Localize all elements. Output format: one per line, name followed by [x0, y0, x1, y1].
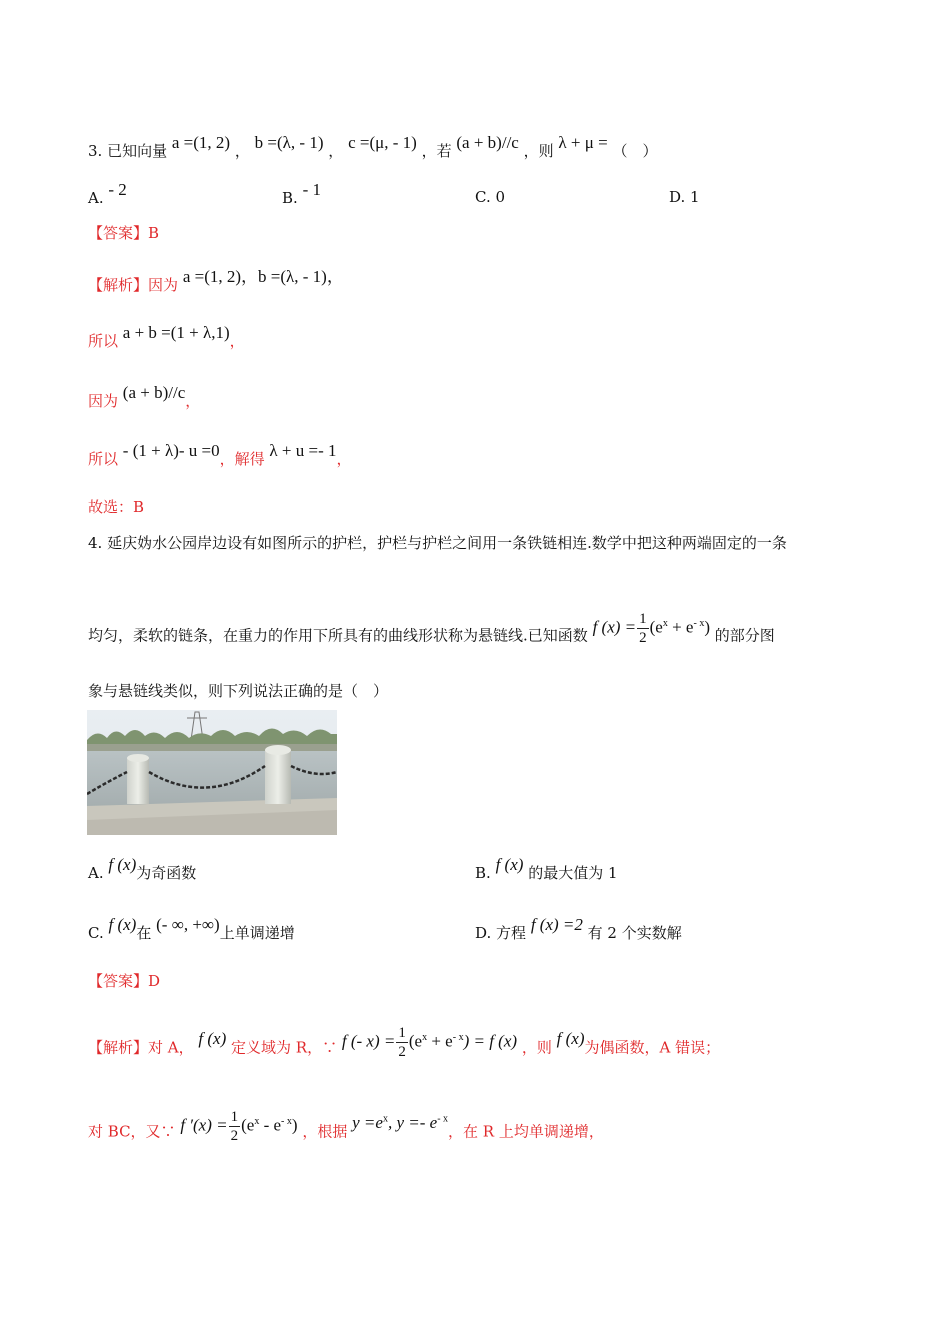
q3-math-sum: λ + μ =	[558, 133, 608, 152]
q3-analysis-line4: 所以 - (1 + λ)- u =0，解得 λ + u =- 1，	[88, 441, 352, 468]
q3-math-b: b =(λ, - 1)	[254, 133, 324, 152]
q4-option-b: B. f (x) 的最大值为 1	[475, 855, 618, 882]
q4-stem-line3: 象与悬链线类似，则下列说法正确的是（ ）	[88, 682, 389, 700]
q4-function-definition: f (x) = $\frac{1}{2}$ $(e^x + e^{- x})$	[592, 611, 710, 646]
q3-analysis-line1: 【解析】因为 a =(1, 2)，b =(λ, - 1)，	[88, 267, 344, 294]
q3-analysis-line2: 所以 a + b =(1 + λ,1)，	[88, 323, 245, 350]
q4-even-function-proof: f (- x) = $\frac{1}{2}$ $(e^x + e^{- x}) = f$ (x)	[341, 1025, 518, 1060]
q4-option-c: C. f (x)在 (- ∞, +∞)上单调递增	[88, 915, 295, 942]
q3-option-b: B. - 1	[282, 180, 321, 207]
q4-stem-line2: 均匀，柔软的链条，在重力的作用下所具有的曲线形状称为悬链线.已知函数 f (x) = $\frac{1}{2}$ $(e^x + e^{- x})$ 的部分图	[88, 611, 775, 646]
q4-option-d: D. 方程 f (x) =2 有 2 个实数解	[475, 915, 682, 942]
q3-option-d: D. 1	[669, 188, 700, 206]
q3-conclusion: 故选：B	[88, 498, 145, 516]
q4-option-a: A. f (x)为奇函数	[88, 855, 197, 882]
q3-stem: 3. 已知向量 a =(1, 2) ， b =(λ, - 1) ， c =(μ, - 1) ，若 (a + b)//c ，则 λ + μ = （ ）	[88, 133, 658, 160]
q4-stem-line1: 4. 延庆妫水公园岸边设有如图所示的护栏，护栏与护栏之间用一条铁链相连.数学中把这种两端固定的一条	[88, 534, 787, 552]
q3-math-a: a =(1, 2)	[171, 133, 231, 152]
q4-analysis-line1: 【解析】对 A， f (x) 定义域为 R，∵ f (- x) = $\frac{1}{2}$ $(e^x + e^{- x}) = f$ (x) ，则 f (x)为偶函数，A 错误；	[88, 1025, 721, 1060]
q4-answer: 【答案】D	[88, 972, 161, 990]
railing-chain-photo	[87, 710, 337, 835]
q3-math-c: c =(μ, - 1)	[348, 133, 417, 152]
railing-photo-illustration	[87, 710, 337, 835]
q3-option-a: A. - 2	[88, 180, 127, 207]
q3-math-parallel: (a + b)//c	[456, 133, 519, 152]
q3-option-c: C. 0	[475, 188, 506, 206]
q3-answer: 【答案】B	[88, 224, 160, 242]
q4-analysis-line2: 对 BC，又∵ f ′(x) = $\frac{1}{2}$ $(e^x - e^{- x})$ ，根据 $y =e^x$, $y =- e^{- x}$，在 R 上均单调递增，	[88, 1109, 604, 1144]
q3-analysis-line3: 因为 (a + b)//c，	[88, 383, 201, 410]
q4-derivative: f ′(x) = $\frac{1}{2}$ $(e^x - e^{- x})$	[180, 1109, 298, 1144]
